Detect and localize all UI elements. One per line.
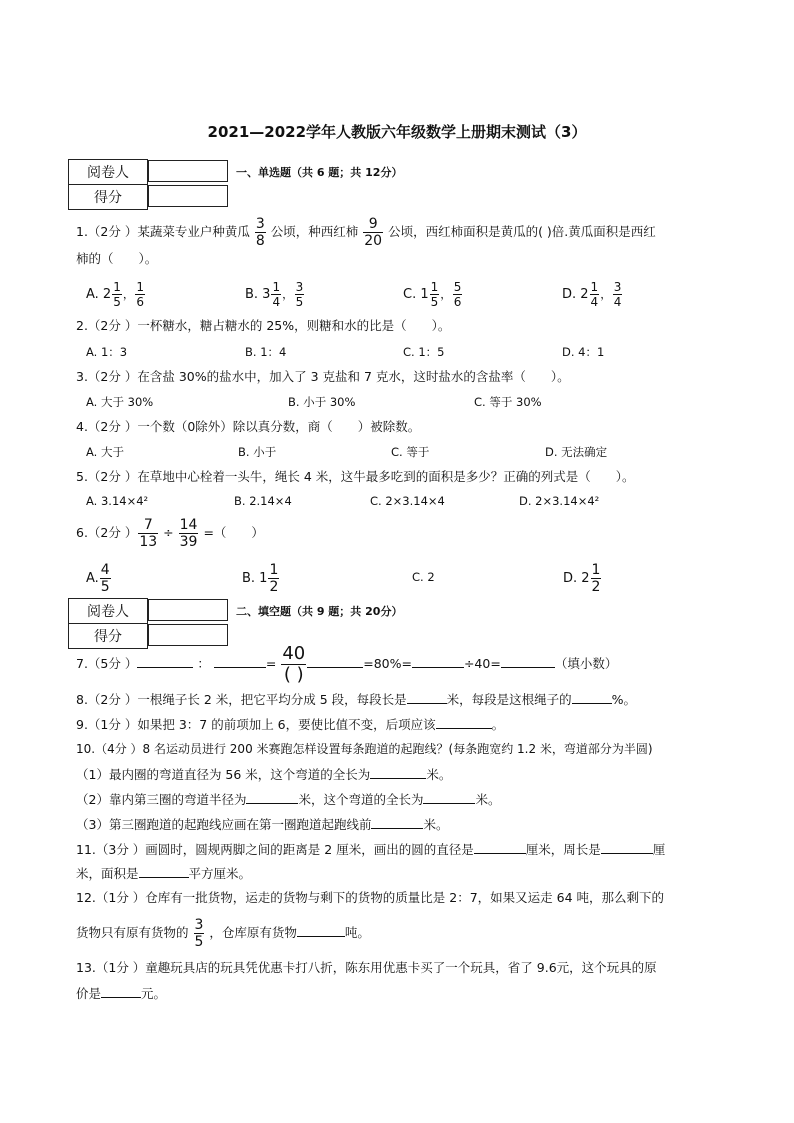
q4-option-c: C. 等于 [391,445,430,459]
reviewer-label: 阅卷人 [69,599,148,624]
q2-option-a: A. 1：3 [86,345,128,359]
q6-option-b: B. 1 $\frac{1}{2}$ [242,562,279,595]
page-title: 2021—2022学年人教版六年级数学上册期末测试（3） [207,123,587,141]
score-blank [148,185,228,207]
q12-fraction: $\frac{3}{5}$ [194,917,204,950]
grader-table-2 [68,598,229,649]
q5-option-a: A. 3.14×4² [86,494,149,508]
score-blank [148,624,228,646]
q11-line2: 米，面积是 平方厘米。 [76,866,252,881]
q8-blank-1[interactable] [407,690,447,704]
q7-blank-3[interactable] [307,654,363,668]
q11-blank-1[interactable] [474,840,526,854]
q6-fraction-1: $\frac{7}{13}$ [139,517,158,550]
q9-blank[interactable] [436,715,492,729]
q3-option-a: A. 大于 30% [86,395,154,409]
q3-option-c: C. 等于 30% [474,395,542,409]
reviewer-label: 阅卷人 [69,160,148,185]
q10-blank-2[interactable] [246,790,298,804]
reviewer-blank [148,599,228,621]
q5-option-b: B. 2.14×4 [234,494,292,508]
question-9: 9.（1分 ）如果把 3：7 的前项加上 6，要使比值不变，后项应该 。 [76,717,505,732]
q2-option-d: D. 4：1 [562,345,605,359]
q2-option-c: C. 1：5 [403,345,445,359]
reviewer-blank [148,160,228,182]
q12-blank[interactable] [297,923,345,937]
question-10: 10.（4分 ）8 名运动员进行 200 米赛跑怎样设置每条跑道的起跑线？(每条跑宽约 1.2 米，弯道部分为半圆) [76,742,653,756]
q12-line2: 货物只有原有货物的 $\frac{3}{5}$ ，仓库原有货物 吨。 [76,917,370,950]
q4-option-a: A. 大于 [86,445,124,459]
q4-option-d: D. 无法确定 [545,445,608,459]
q7-blank-2[interactable] [214,654,266,668]
q8-blank-2[interactable] [572,690,612,704]
q10-blank-4[interactable] [371,815,423,829]
q6-option-c: C. 2 [412,570,435,584]
score-label: 得分 [69,185,148,210]
q10-blank-3[interactable] [423,790,475,804]
q13-blank[interactable] [101,984,141,998]
question-1 [76,217,656,248]
q1-fraction-1: $\frac{3}{8}$ [255,216,265,249]
q10-sub-1: （1）最内圈的弯道直径为 56 米，这个弯道的全长为 米。 [76,767,452,782]
q1-suffix: 公顷，西红柿面积是黄瓜的( )倍.黄瓜面积是西红 [388,224,656,239]
q1-option-d: D. 2 $\frac{1}{4}$ ， $\frac{3}{4}$ [562,280,622,309]
question-13: 13.（1分 ）童趣玩具店的玩具凭优惠卡打八折，陈东用优惠卡买了一个玩具，省了 9.6元，这个玩具的原 [76,960,657,975]
question-6: 6.（2分 ） $\frac{7}{13}$ ÷ $\frac{14}{39}$ =（ ） [76,517,264,550]
q13-line2: 价是 元。 [76,986,167,1001]
q7-blank-1[interactable] [137,654,193,668]
q10-blank-1[interactable] [370,765,426,779]
q1-fraction-2: $\frac{9}{20}$ [364,216,383,249]
q10-sub-3: （3）第三圈跑道的起跑线应画在第一圈跑道起跑线前 米。 [76,817,449,832]
question-4: 4.（2分 ）一个数（0除外）除以真分数，商（ ）被除数。 [76,419,421,434]
q5-option-d: D. 2×3.14×4² [519,494,600,508]
q1-option-b: B. 3 $\frac{1}{4}$ ， $\frac{3}{5}$ [245,280,304,309]
section-heading-2: 二、填空题（共 9 题；共 20分） [236,605,403,618]
question-12: 12.（1分 ）仓库有一批货物，运走的货物与剩下的货物的质量比是 2：7，如果又运走 64 吨，那么剩下的 [76,890,665,905]
q6-option-d: D. 2 $\frac{1}{2}$ [563,562,601,595]
q11-blank-2[interactable] [601,840,653,854]
question-5: 5.（2分 ）在草地中心栓着一头牛，绳长 4 米，这牛最多吃到的面积是多少？正确的列式是（ ）。 [76,469,635,484]
q1-mid: 公顷，种西红柿 [270,224,359,239]
q1-prefix: 1.（2分 ）某蔬菜专业户种黄瓜 [76,224,250,239]
q6-option-a: A. $\frac{4}{5}$ [86,562,110,595]
q3-option-b: B. 小于 30% [288,395,356,409]
score-label: 得分 [69,624,148,649]
q6-fraction-2: $\frac{14}{39}$ [179,517,198,550]
q1-option-c: C. 1 $\frac{1}{5}$ ， $\frac{5}{6}$ [403,280,462,309]
q7-fraction: $\frac{40}{( )}$ [282,643,306,685]
q7-blank-5[interactable] [501,654,555,668]
q1-line2: 柿的（ ）。 [76,251,158,266]
question-3: 3.（2分 ）在含盐 30%的盐水中，加入了 3 克盐和 7 克水，这时盐水的含盐率（ ）。 [76,369,570,384]
q4-option-b: B. 小于 [238,445,277,459]
q5-option-c: C. 2×3.14×4 [370,494,445,508]
question-7: 7.（5分 ） ： = $\frac{40}{( )}$ =80%= ÷40= （填小数） [76,643,618,685]
q2-option-b: B. 1：4 [245,345,287,359]
question-11: 11.（3分 ）画圆时，圆规两脚之间的距离是 2 厘米，画出的圆的直径是 厘米，周长是 厘 [76,842,666,857]
question-2: 2.（2分 ）一杯糖水，糖占糖水的 25%，则糖和水的比是（ ）。 [76,318,451,333]
q10-sub-2: （2）靠内第三圈的弯道半径为 米，这个弯道的全长为 米。 [76,792,501,807]
q7-blank-4[interactable] [412,654,464,668]
q11-blank-3[interactable] [139,864,189,878]
grader-table-1 [68,159,229,210]
section-heading-1: 一、单选题（共 6 题；共 12分） [236,166,403,179]
q1-option-a: A. 2 $\frac{1}{5}$ ， $\frac{1}{6}$ [86,280,144,309]
question-8: 8.（2分 ）一根绳子长 2 米，把它平均分成 5 段，每段长是 米，每段是这根绳子的 %。 [76,692,637,707]
